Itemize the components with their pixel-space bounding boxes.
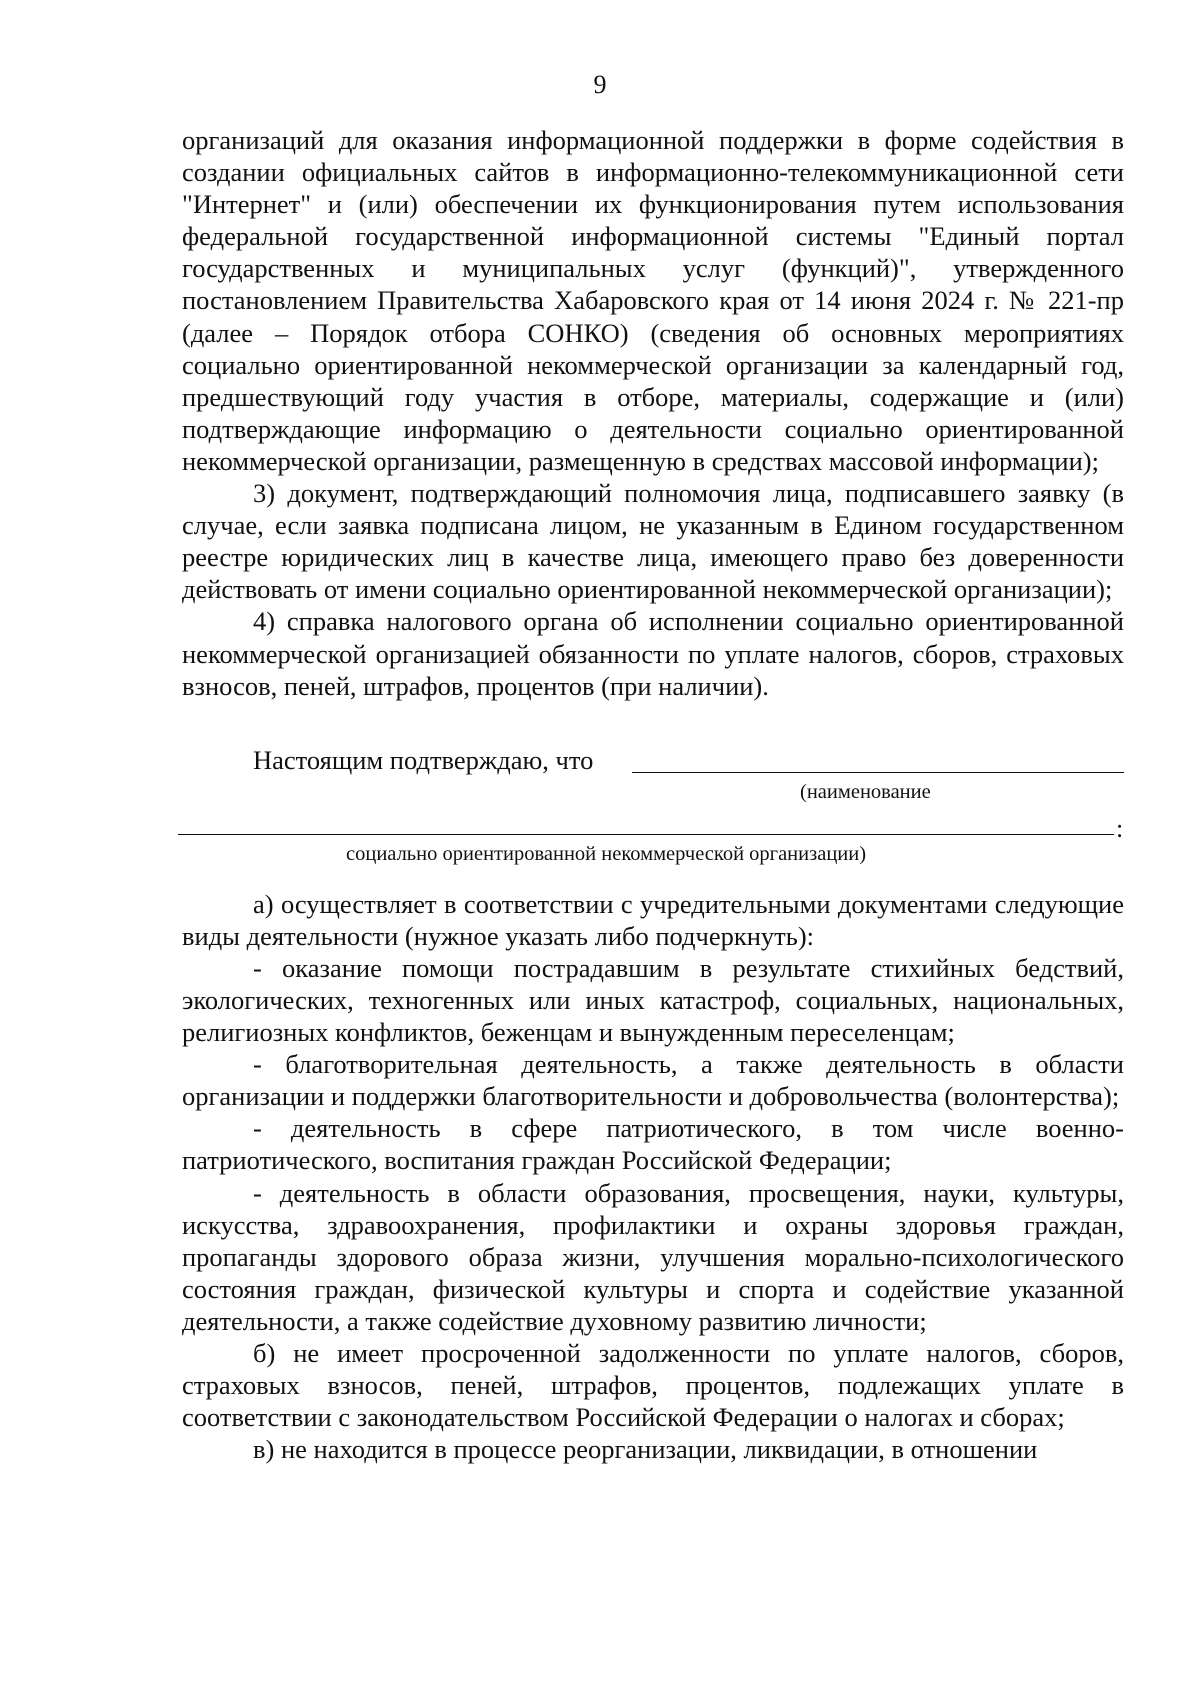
paragraph-item-b: б) не имеет просроченной задолженности по уплате налогов, сборов, страховых взносов, пеней, штрафов, процентов, подлежащих уплате в соответствии с законодательством Российской Федерации о налогах и сборах; [182, 1338, 1124, 1433]
activity-item-patriotic: - деятельность в сфере патриотического, в том числе военно-патриотического, воспитания граждан Российской Федерации; [182, 1113, 1124, 1176]
field-caption-name: (наименование [800, 780, 931, 803]
document-body [182, 124, 1124, 1465]
paragraph-item-3: 3) документ, подтверждающий полномочия лица, подписавшего заявку (в случае, если заявка подписана лицом, не указанным в Едином государственном реестре юридических лиц в качестве лица, имеющего право без доверенности действовать от имени социально ориентированной некоммерческой организации); [182, 478, 1124, 605]
paragraph-item-v: в) не находится в процессе реорганизации, ликвидации, в отношении [253, 1434, 1038, 1465]
organization-name-field-line-1[interactable] [632, 772, 1124, 773]
page-number: 9 [593, 70, 607, 99]
activity-item-education: - деятельность в области образования, просвещения, науки, культуры, искусства, здравоохранения, профилактики и охраны здоровья граждан, пропаганды здорового образа жизни, улучшения морально-психологического состояния граждан, физической культуры и спорта и содействие указанной деятельности, а также содействие духовному развитию личности; [182, 1177, 1124, 1336]
activity-item-charity: - благотворительная деятельность, а также деятельность в области организации и поддержки благотворительности и добровольчества (волонтерства); [182, 1049, 1124, 1112]
paragraph-item-4: 4) справка налогового органа об исполнении социально ориентированной некоммерческой организацией обязанности по уплате налогов, сборов, страховых взносов, пеней, штрафов, процентов (при наличии). [182, 606, 1124, 701]
organization-name-field-line-2[interactable] [178, 834, 1114, 835]
paragraph-continuation: организаций для оказания информационной поддержки в форме содействия в создании официальных сайтов в информационно-телекоммуникационной сети "Интернет" и (или) обеспечении их функционирования путем использования федеральной государственной информационной системы "Единый портал государственных и муниципальных услуг (функций)", утвержденного постановлением Правительства Хабаровского края от 14 июня 2024 г. № 221-пр (далее – Порядок отбора СОНКО) (сведения об основных мероприятиях социально ориентированной некоммерческой организации за календарный год, предшествующий году участия в отборе, материалы, содержащие и (или) подтверждающие информацию о деятельности социально ориентированной некоммерческой организации, размещенную в средствах массовой информации); [182, 125, 1124, 476]
paragraph-item-a: а) осуществляет в соответствии с учредительными документами следующие виды деятельности (нужное указать либо подчеркнуть): [182, 888, 1124, 951]
confirmation-text: Настоящим подтверждаю, что [253, 744, 594, 775]
activity-item-disaster-help: - оказание помощи пострадавшим в результате стихийных бедствий, экологических, техногенных или иных катастроф, социальных, национальных, религиозных конфликтов, беженцам и вынужденным переселенцам; [182, 952, 1124, 1048]
colon-mark: : [1116, 813, 1124, 843]
confirmation-block [182, 744, 1124, 866]
field-caption-organization: социально ориентированной некоммерческой организации) [346, 842, 867, 865]
